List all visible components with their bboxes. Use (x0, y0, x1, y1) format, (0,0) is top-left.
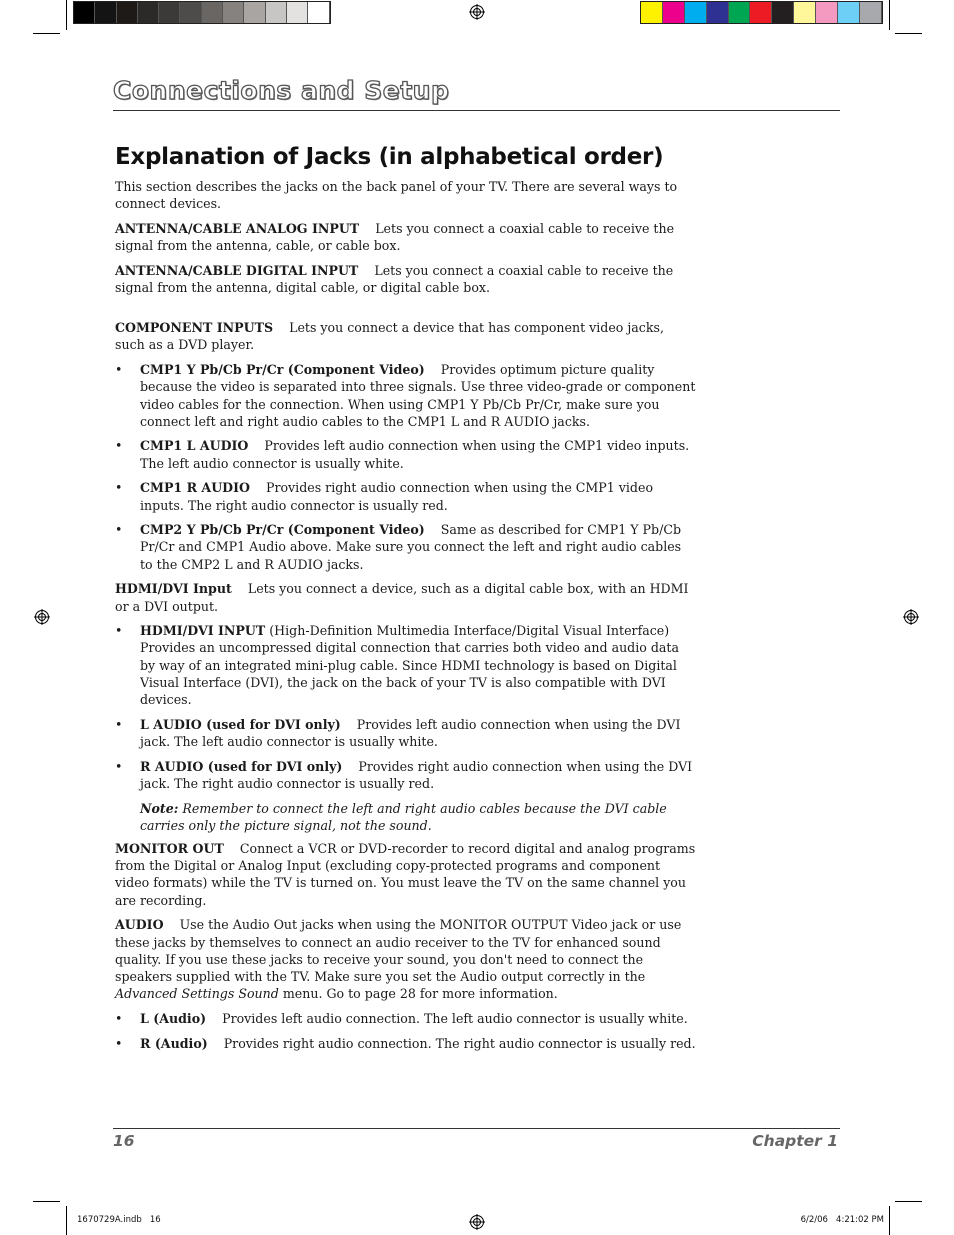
list-item (115, 437, 697, 471)
calibration-swatch (266, 2, 287, 23)
item-term: CMP1 Y Pb/Cb Pr/Cr (Component Video) (140, 362, 425, 378)
timestamp-slug: 6/2/06 4:21:02 PM (800, 1215, 884, 1225)
calibration-swatch (180, 2, 201, 23)
calibration-swatch (707, 2, 729, 23)
calibration-swatch (223, 2, 244, 23)
calibration-swatch (244, 2, 265, 23)
list-item (115, 521, 697, 573)
calibration-swatch (816, 2, 838, 23)
item-term: L AUDIO (used for DVI only) (140, 716, 341, 732)
item-term: L (Audio) (140, 1010, 207, 1026)
calibration-swatch (772, 2, 794, 23)
entry-description: Lets you connect a device, such as a digital cable box, with an HDMI or a DVI output. (115, 581, 689, 614)
item-term: CMP1 R AUDIO (140, 480, 250, 496)
bullet-icon: • (115, 716, 123, 732)
list-item (115, 622, 697, 708)
calibration-swatch (794, 2, 816, 23)
registration-mark-icon (34, 609, 50, 625)
item-term: HDMI/DVI INPUT (140, 623, 266, 639)
bullet-icon: • (115, 758, 123, 774)
calibration-swatch (860, 2, 882, 23)
menu-name: Advanced Settings Sound (115, 986, 279, 1002)
crop-mark (33, 1201, 60, 1202)
item-description: Provides left audio connection when using the DVI jack. The left audio connector is usually white. (140, 716, 681, 749)
item-description: Provides right audio connection when using the CMP1 video inputs. The right audio connector is usually red. (140, 480, 654, 513)
entry-term: ANTENNA/CABLE ANALOG INPUT (115, 220, 360, 236)
bullet-icon: • (115, 1010, 123, 1026)
calibration-swatch (729, 2, 751, 23)
note-label: Note: (140, 800, 179, 816)
list-item (115, 716, 697, 750)
footer-rule (113, 1128, 840, 1129)
component-list (115, 361, 697, 573)
note-text: Remember to connect the left and right audio cables because the DVI cable carries only the picture signal, not the sound. (140, 800, 667, 833)
antenna-digital-entry (115, 262, 697, 296)
calibration-swatch (287, 2, 308, 23)
audio-entry (115, 916, 697, 1002)
crop-mark (66, 1206, 67, 1235)
registration-mark-icon (903, 609, 919, 625)
entry-description: Use the Audio Out jacks when using the MONITOR OUTPUT Video jack or use these jacks by themselves to connect an audio receiver to the TV for enhanced sound quality. If you use these jacks to receive your sound, you don't need to connect the speakers supplied with the TV. Make sure you set the Audio output correctly in the (115, 917, 682, 984)
item-term: R AUDIO (used for DVI only) (140, 758, 343, 774)
entry-term: COMPONENT INPUTS (115, 320, 274, 336)
bullet-icon: • (115, 623, 123, 639)
bullet-icon: • (115, 522, 123, 538)
crop-mark (889, 1206, 890, 1235)
entry-description: Lets you connect a coaxial cable to receive the signal from the antenna, digital cable, or digital cable box. (115, 262, 674, 296)
calibration-swatch (641, 2, 663, 23)
item-description: Provides left audio connection. The left audio connector is usually white. (222, 1010, 688, 1026)
entry-description-end: menu. Go to page 28 for more information. (282, 986, 558, 1002)
dvi-note (115, 800, 697, 834)
calibration-swatch (838, 2, 860, 23)
entry-term: AUDIO (115, 917, 164, 933)
item-description: (High-Definition Multimedia Interface/Digital Visual Interface) Provides an uncompressed digital connection that carries both video and audio data by way of an integrated mini-plug cable. Since HDMI technology is based on Digital Visual Interface (DVI), the jack on the back of your TV is also compatible with DVI devices. (140, 623, 686, 708)
list-item (115, 479, 697, 513)
item-term: CMP2 Y Pb/Cb Pr/Cr (Component Video) (140, 522, 425, 538)
file-slug: 1670729A.indb 16 (77, 1215, 161, 1225)
hdmi-entry (115, 580, 697, 614)
entry-description: Lets you connect a coaxial cable to receive the signal from the antenna, cable, or cable box. (115, 220, 675, 254)
entry-term: ANTENNA/CABLE DIGITAL INPUT (115, 262, 359, 278)
intro-paragraph: This section describes the jacks on the back panel of your TV. There are several ways to connect devices. (115, 179, 678, 212)
entry-description: Lets you connect a device that has component video jacks, such as a DVD player. (115, 320, 664, 353)
calibration-swatch (117, 2, 138, 23)
page-title: Explanation of Jacks (in alphabetical order) (115, 144, 664, 170)
entry-term: HDMI/DVI Input (115, 581, 232, 597)
calibration-swatch (95, 2, 116, 23)
calibration-swatch (685, 2, 707, 23)
item-term: R (Audio) (140, 1035, 208, 1051)
crop-mark (889, 0, 890, 30)
item-description: Provides left audio connection when using the CMP1 video inputs. The left audio connector is usually white. (140, 438, 690, 471)
list-item (115, 361, 697, 430)
chapter-label: Chapter 1 (752, 1132, 838, 1150)
calibration-swatch (308, 2, 329, 23)
entry-description: Connect a VCR or DVD-recorder to record digital and analog programs from the Digital or Analog Input (excluding copy-protected programs and component video formats) while the TV is turned on. You must leave the TV on the same channel you are recording. (115, 841, 696, 908)
list-item (115, 1010, 697, 1027)
calibration-swatch (663, 2, 685, 23)
bullet-icon: • (115, 480, 123, 496)
crop-mark (33, 33, 60, 34)
antenna-analog-entry (115, 220, 697, 254)
gray-calibration-bar (73, 1, 331, 24)
item-description: Provides right audio connection. The right audio connector is usually red. (223, 1035, 696, 1051)
bullet-icon: • (115, 1035, 123, 1051)
main-content (115, 178, 697, 1059)
item-description: Provides optimum picture quality because the video is separated into three signals. Use three video-grade or component video cables for the connection. When using CMP1 Y Pb/Cb Pr/Cr, make sure you connect left and right audio cables to the CMP1 L and R AUDIO jacks. (140, 362, 696, 429)
calibration-swatch (750, 2, 772, 23)
color-calibration-bar (640, 1, 883, 24)
list-item (115, 758, 697, 792)
crop-mark (66, 0, 67, 30)
crop-mark (895, 1201, 922, 1202)
crop-mark (895, 33, 922, 34)
header-rule (113, 110, 840, 111)
hdmi-list (115, 622, 697, 792)
calibration-swatch (138, 2, 159, 23)
section-title: Connections and Setup (113, 76, 450, 105)
bullet-icon: • (115, 438, 123, 454)
item-term: CMP1 L AUDIO (140, 438, 249, 454)
audio-list (115, 1010, 697, 1052)
bullet-icon: • (115, 362, 123, 378)
list-item (115, 1035, 697, 1052)
item-description: Provides right audio connection when using the DVI jack. The right audio connector is usually red. (140, 758, 693, 791)
item-description: Same as described for CMP1 Y Pb/Cb Pr/Cr and CMP1 Audio above. Make sure you connect the left and right audio cables to the CMP2 L and R AUDIO jacks. (140, 522, 682, 572)
entry-term: MONITOR OUT (115, 841, 224, 856)
component-entry (115, 319, 697, 353)
page-number: 16 (113, 1132, 135, 1150)
monitor-out-entry (115, 840, 697, 909)
calibration-swatch (202, 2, 223, 23)
calibration-swatch (74, 2, 95, 23)
registration-mark-icon (469, 1214, 485, 1230)
calibration-swatch (159, 2, 180, 23)
registration-mark-icon (469, 4, 485, 20)
